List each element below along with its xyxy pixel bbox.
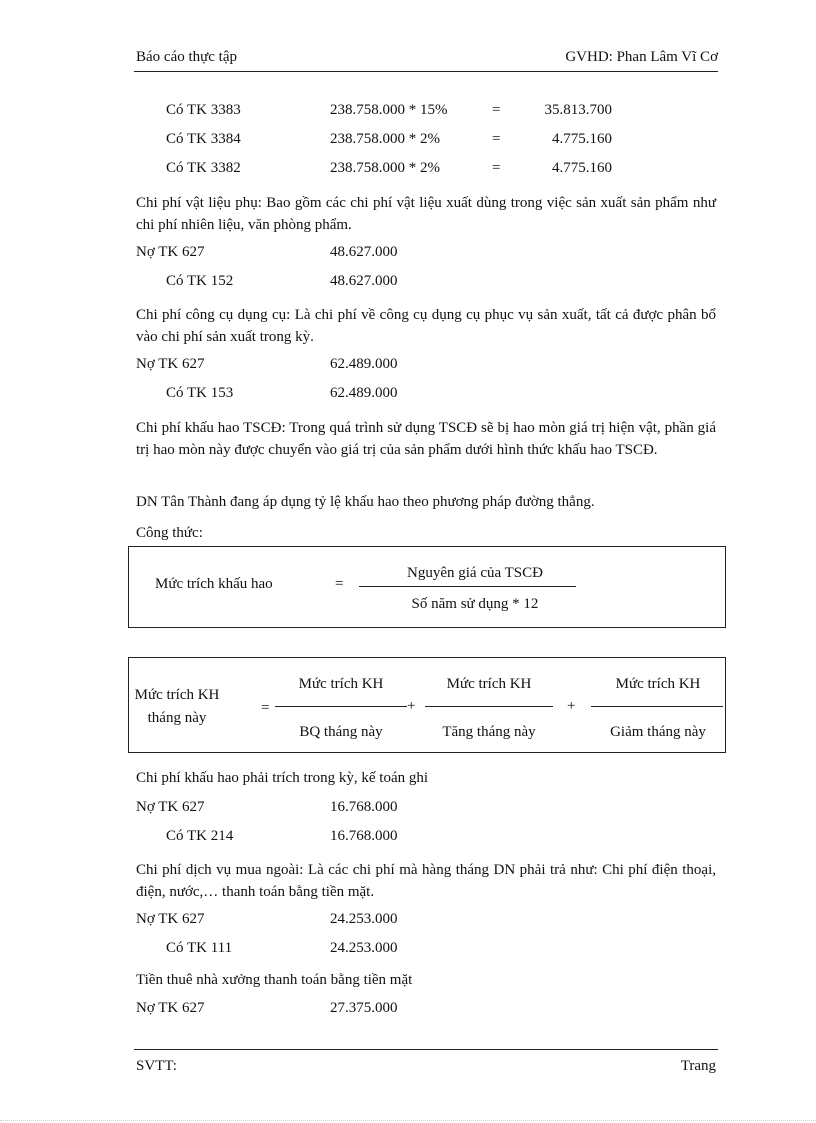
row-formula: 238.758.000 * 2%: [330, 131, 440, 147]
credit-amount: 24.253.000: [330, 940, 398, 956]
formula2-lhs-line1: Mức trích KH: [134, 687, 220, 703]
fraction-line: [275, 706, 407, 707]
paragraph-vat-lieu-phu: Chi phí vật liệu phụ: Bao gồm các chi phí vật liệu xuất dùng trong việc sản xuất sản phẩm như chi phí nhiên liệu, văn phòng phẩm.: [136, 195, 716, 233]
credit-account: Có TK 153: [166, 385, 234, 401]
row-result: 4.775.160: [552, 131, 612, 147]
paragraph-cong-cu: Chi phí công cụ dụng cụ: Là chi phí về công cụ dụng cụ phục vụ sản xuất, tất cả được phân bổ vào chi phí sản xuất trong kỳ.: [136, 307, 716, 345]
term-denominator: Tăng tháng này: [442, 724, 536, 740]
row-equals: =: [492, 131, 501, 147]
cong-thuc-label: Công thức:: [136, 525, 203, 541]
credit-account: Có TK 111: [166, 940, 233, 956]
footer-right: Trang: [680, 1058, 716, 1074]
debit-amount: 24.253.000: [330, 911, 398, 927]
formula-lhs: Mức trích khấu hao: [155, 576, 273, 592]
header-rule: [134, 71, 718, 72]
credit-account: Có TK 214: [166, 828, 234, 844]
row-equals: =: [492, 160, 501, 176]
credit-amount: 62.489.000: [330, 385, 398, 401]
row-formula: 238.758.000 * 2%: [330, 160, 440, 176]
formula2-plus: +: [407, 698, 416, 714]
row-account: Có TK 3383: [166, 102, 241, 118]
formula-numerator: Nguyên giá của TSCĐ: [407, 565, 543, 581]
paragraph-kh-trong-ky: Chi phí khấu hao phải trích trong kỳ, kế toán ghi: [136, 770, 429, 786]
debit-amount: 48.627.000: [330, 244, 398, 260]
credit-amount: 16.768.000: [330, 828, 398, 844]
term-numerator: Mức trích KH: [615, 676, 701, 692]
footer-left: SVTT:: [136, 1058, 177, 1074]
page-edge: [0, 1120, 816, 1121]
row-formula: 238.758.000 * 15%: [330, 102, 448, 118]
credit-amount: 48.627.000: [330, 273, 398, 289]
debit-account: Nợ TK 627: [136, 1000, 205, 1016]
debit-amount: 27.375.000: [330, 1000, 398, 1016]
term-numerator: Mức trích KH: [298, 676, 384, 692]
formula-equals: =: [335, 576, 344, 592]
formula-denominator: Số năm sử dụng * 12: [411, 596, 539, 612]
formula2-equals: =: [261, 700, 270, 716]
formula-box-thang-nay: [128, 657, 726, 753]
footer-rule: [134, 1049, 718, 1050]
debit-account: Nợ TK 627: [136, 799, 205, 815]
header-right: GVHD: Phan Lâm Vĩ Cơ: [565, 49, 718, 65]
term-denominator: BQ tháng này: [299, 724, 383, 740]
fraction-line: [359, 586, 576, 587]
debit-account: Nợ TK 627: [136, 244, 205, 260]
row-account: Có TK 3384: [166, 131, 241, 147]
term-denominator: Giảm tháng này: [610, 724, 706, 740]
paragraph-tien-thue: Tiền thuê nhà xưởng thanh toán bằng tiền mặt: [136, 972, 413, 988]
formula-box-khau-hao: [128, 546, 726, 628]
header-left: Báo cáo thực tập: [136, 49, 238, 65]
debit-amount: 62.489.000: [330, 356, 398, 372]
credit-account: Có TK 152: [166, 273, 234, 289]
paragraph-dich-vu: Chi phí dịch vụ mua ngoài: Là các chi phí mà hàng tháng DN phải trả như: Chi phí điện thoại, điện, nước,… thanh toán bằng tiền mặt.: [136, 862, 716, 900]
row-result: 4.775.160: [552, 160, 612, 176]
formula2-lhs-line2: tháng này: [147, 710, 207, 726]
debit-account: Nợ TK 627: [136, 356, 205, 372]
paragraph-khau-hao: Chi phí khấu hao TSCĐ: Trong quá trình sử dụng TSCĐ sẽ bị hao mòn giá trị hiện vật, phần giá trị hao mòn này được chuyển vào giá trị của sản phẩm dưới hình thức khấu hao TSCĐ.: [136, 420, 716, 458]
row-result: 35.813.700: [544, 102, 612, 118]
fraction-line: [591, 706, 723, 707]
debit-account: Nợ TK 627: [136, 911, 205, 927]
formula2-plus: +: [567, 698, 576, 714]
row-account: Có TK 3382: [166, 160, 241, 176]
row-equals: =: [492, 102, 501, 118]
paragraph-ap-dung: DN Tân Thành đang áp dụng tỷ lệ khấu hao theo phương pháp đường thẳng.: [136, 494, 595, 510]
term-numerator: Mức trích KH: [446, 676, 532, 692]
fraction-line: [425, 706, 553, 707]
debit-amount: 16.768.000: [330, 799, 398, 815]
